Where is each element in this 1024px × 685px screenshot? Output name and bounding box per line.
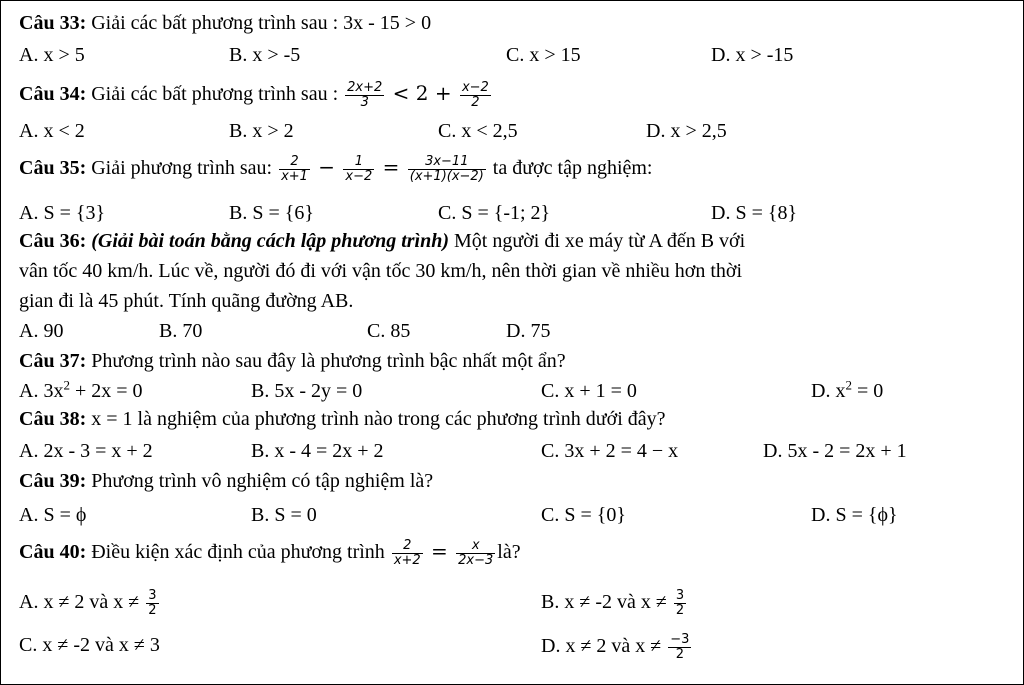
fraction: $\frac{3x-11}{(x+1)(x-2)}$ <box>409 154 484 184</box>
question-text: x = 1 là nghiệm của phương trình nào trong các phương trình dưới đây? <box>86 408 666 430</box>
q36-option-d: D. 75 <box>506 320 551 342</box>
q40-option-c: C. x ≠ -2 và x ≠ 3 <box>19 634 160 656</box>
question-36-line-2: vân tốc 40 km/h. Lúc về, người đó đi với vận tốc 30 km/h, nên thời gian về nhiều hơn thời <box>19 260 743 282</box>
q33-option-c: C. x > 15 <box>506 44 581 66</box>
q35-option-d: D. S = {8} <box>711 202 798 224</box>
question-text: Một người đi xe máy từ A đến B với <box>449 230 746 252</box>
question-text: Điều kiện xác định của phương trình <box>86 541 390 564</box>
q34-option-b: B. x > 2 <box>229 120 294 142</box>
question-text: Giải phương trình sau: <box>86 157 278 180</box>
q38-option-a: A. 2x - 3 = x + 2 <box>19 440 153 462</box>
q40-option-b: B. x ≠ -2 và x ≠ $\frac{3}{2}$ <box>541 588 685 618</box>
question-36 <box>19 229 745 253</box>
fraction: $\frac{3}{2}$ <box>148 588 157 618</box>
question-35: Câu 35: Giải phương trình sau: $\frac{2}{x+1}$ − $\frac{1}{x-2}$ = $\frac{3x-11}{(x+1)(x-2)}$ ta được tập nghiệm: <box>19 154 653 184</box>
q34-option-c: C. x < 2,5 <box>438 120 518 142</box>
question-label: Câu 37: <box>19 350 87 372</box>
question-text: Giải các bất phương trình sau : <box>86 83 344 106</box>
question-hint: (Giải bài toán bằng cách lập phương trình) <box>86 230 450 252</box>
question-38 <box>19 407 666 431</box>
q33-option-b: B. x > -5 <box>229 44 301 66</box>
q36-option-a: A. 90 <box>19 320 64 342</box>
q39-option-d: D. S = {ϕ} <box>811 504 898 526</box>
question-label: Câu 39: <box>19 470 87 492</box>
q34-option-d: D. x > 2,5 <box>646 120 727 142</box>
q39-option-a: A. S = ϕ <box>19 504 87 526</box>
q38-option-c: C. 3x + 2 = 4 − x <box>541 440 679 462</box>
q38-option-d: D. 5x - 2 = 2x + 1 <box>763 440 907 462</box>
q37-option-c: C. x + 1 = 0 <box>541 380 637 402</box>
question-text: Phương trình vô nghiệm có tập nghiệm là? <box>86 470 434 492</box>
q33-option-d: D. x > -15 <box>711 44 794 66</box>
fraction: $\frac{-3}{2}$ <box>670 632 690 662</box>
q34-option-a: A. x < 2 <box>19 120 85 142</box>
question-37 <box>19 349 566 373</box>
question-label: Câu 35: <box>19 157 87 180</box>
q40-option-d: D. x ≠ 2 và x ≠ $\frac{-3}{2}$ <box>541 632 690 662</box>
question-label: Câu 34: <box>19 83 87 106</box>
question-34: Câu 34: Giải các bất phương trình sau : $\frac{2x+2}{3}$ < 2 + $\frac{x-2}{2}$ <box>19 80 489 110</box>
question-text: Phương trình nào sau đây là phương trình bậc nhất một ẩn? <box>86 350 566 372</box>
fraction: $\frac{2}{x+2}$ <box>393 538 421 568</box>
q35-option-b: B. S = {6} <box>229 202 314 224</box>
question-label: Câu 38: <box>19 408 87 430</box>
fraction: $\frac{3}{2}$ <box>675 588 685 618</box>
q38-option-b: B. x - 4 = 2x + 2 <box>251 440 384 462</box>
q36-option-b: B. 70 <box>159 320 203 342</box>
q37-option-a: A. $3x^2 + 2x = 0$ <box>19 377 143 402</box>
question-label: Câu 36: <box>19 230 87 252</box>
question-label: Câu 40: <box>19 541 87 564</box>
q37-option-b: B. 5x - 2y = 0 <box>251 380 363 402</box>
q33-option-a: A. x > 5 <box>19 44 85 66</box>
q39-option-c: C. S = {0} <box>541 504 626 526</box>
question-33 <box>19 11 431 35</box>
q39-option-b: B. S = 0 <box>251 504 317 526</box>
question-text: Giải các bất phương trình sau : 3x - 15 > 0 <box>86 12 432 34</box>
q35-option-a: A. S = {3} <box>19 202 106 224</box>
q36-option-c: C. 85 <box>367 320 411 342</box>
question-40: Câu 40: Điều kiện xác định của phương trình $\frac{2}{x+2}$ = $\frac{x}{2x-3}$ là? <box>19 538 521 568</box>
question-36-line-3: gian đi là 45 phút. Tính quãng đường AB. <box>19 290 354 312</box>
q35-option-c: C. S = {-1; 2} <box>438 202 551 224</box>
q40-option-a: A. x ≠ 2 và x ≠ $\frac{3}{2}$ <box>19 588 157 618</box>
fraction: $\frac{2}{x+1}$ <box>281 154 308 184</box>
fraction: $\frac{2x+2}{3}$ <box>347 80 383 110</box>
fraction: $\frac{x}{2x-3}$ <box>458 538 494 568</box>
question-label: Câu 33: <box>19 12 87 34</box>
q37-option-d: D. $x^2 = 0$ <box>811 377 884 402</box>
fraction: $\frac{x-2}{2}$ <box>461 80 489 110</box>
fraction: $\frac{1}{x-2}$ <box>345 154 373 184</box>
question-39 <box>19 469 433 493</box>
